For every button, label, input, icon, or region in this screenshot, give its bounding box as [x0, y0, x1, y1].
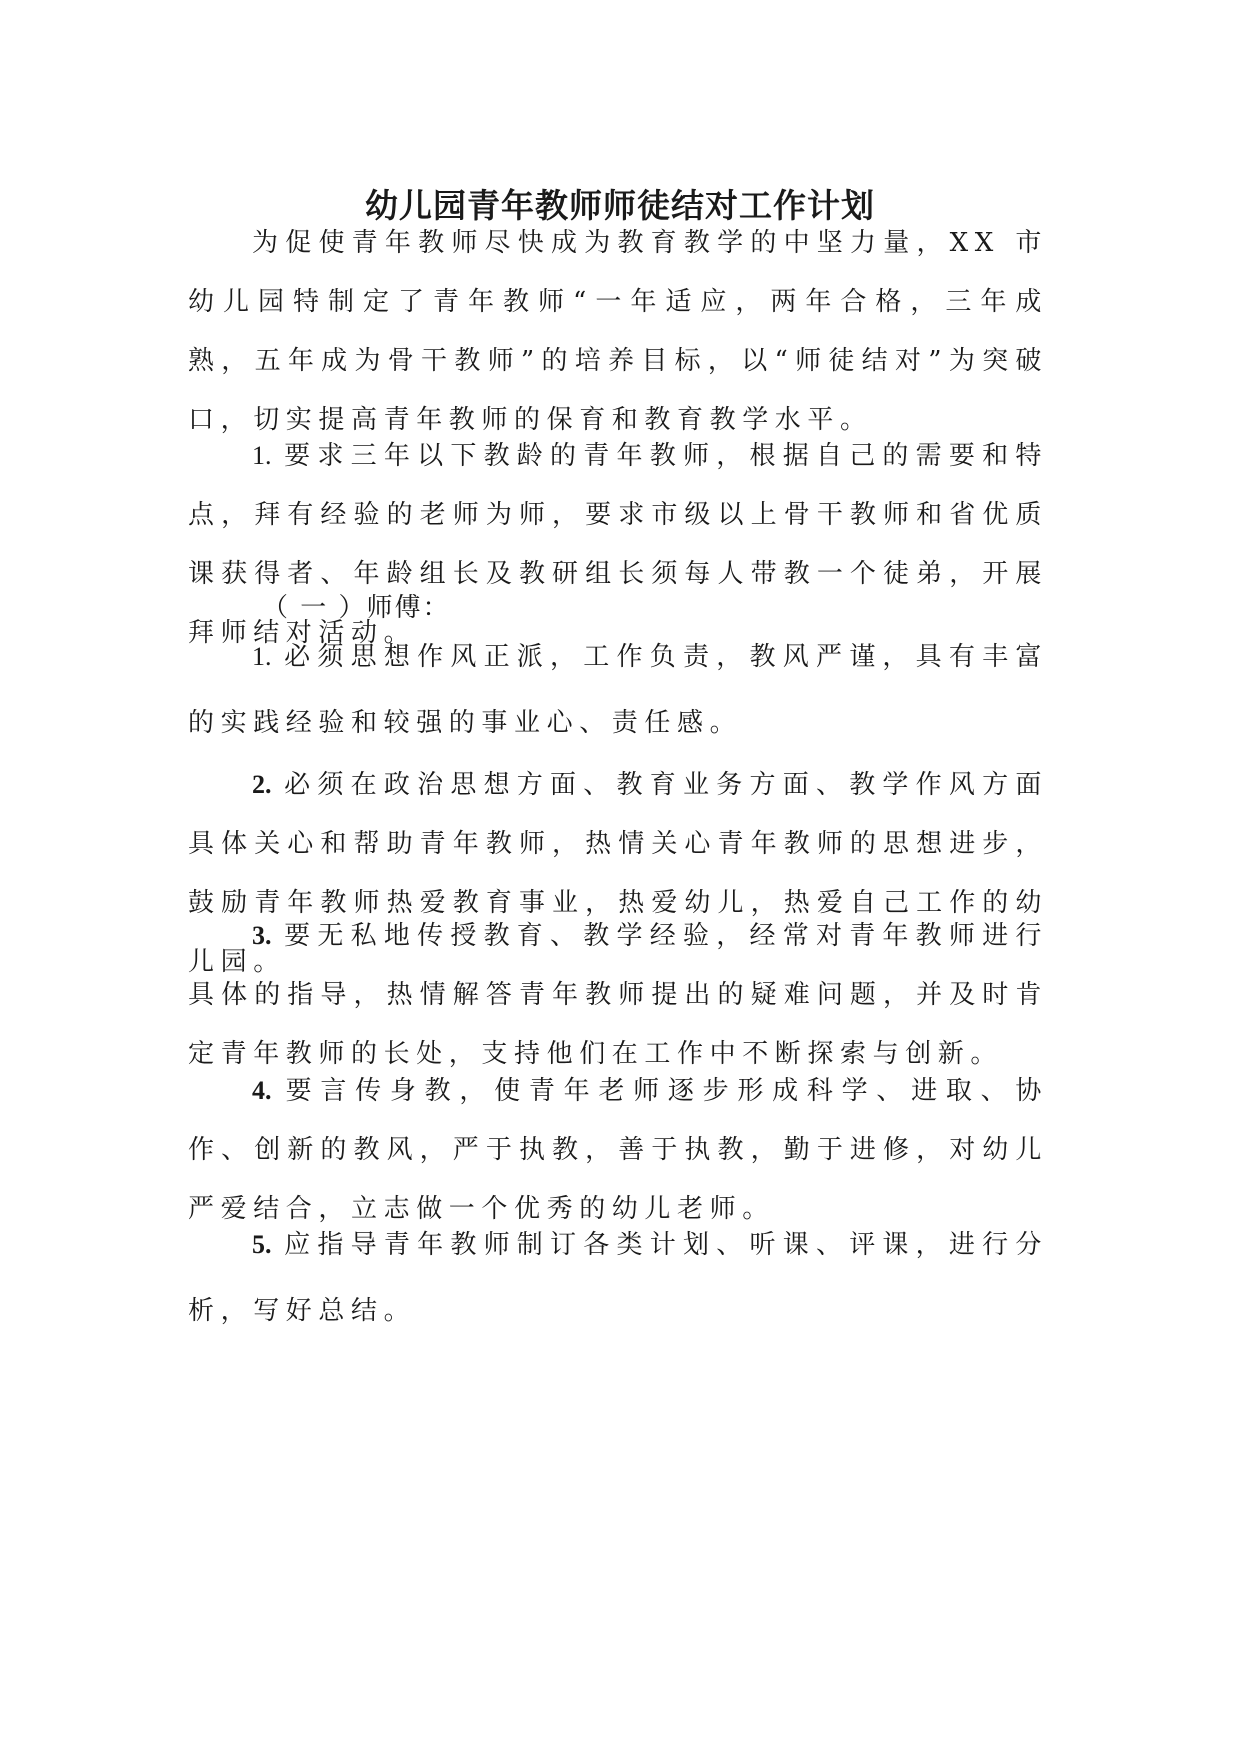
section-1-number: 1. [252, 441, 272, 470]
item-1-text: 必须思想作风正派，工作负责，教风严谨，具有丰富的实践经验和较强的事业心、责任感。 [188, 642, 1048, 738]
item-1-paragraph [188, 624, 1048, 756]
subheading-mentor: （ 一 ）师傅： [262, 593, 451, 623]
item-3-number: 3. [252, 921, 272, 950]
section-1-text: 要求三年以下教龄的青年教师，根据自己的需要和特点，拜有经验的老师为师，要求市级以上骨干教师和省优质课获得者、年龄组长及教研组长须每人带教一个徒弟，开展拜师结对活动。 [188, 441, 1048, 648]
item-5-text: 应指导青年教师制订各类计划、听课、评课，进行分析，写好总结。 [188, 1230, 1048, 1326]
item-3-text: 要无私地传授教育、教学经验，经常对青年教师进行具体的指导，热情解答青年教师提出的疑难问题，并及时肯定青年教师的长处，支持他们在工作中不断探索与创新。 [188, 921, 1048, 1069]
document-title: 幼儿园青年教师师徒结对工作计划 [365, 186, 875, 225]
item-4-text: 要言传身教，使青年老师逐步形成科学、进取、协作、创新的教风，严于执教，善于执教，勤于进修，对幼儿严爱结合，立志做一个优秀的幼儿老师。 [188, 1076, 1048, 1224]
item-4-number: 4. [252, 1076, 272, 1105]
item-1-number: 1. [252, 642, 272, 671]
item-2-text: 必须在政治思想方面、教育业务方面、教学作风方面具体关心和帮助青年教师，热情关心青年教师的思想进步，鼓励青年教师热爱教育事业，热爱幼儿，热爱自己工作的幼儿园。 [188, 770, 1048, 977]
item-3-paragraph [188, 906, 1048, 1084]
intro-paragraph: 为促使青年教师尽快成为教育教学的中坚力量，XX 市幼儿园特制定了青年教师“一年适应，两年合格，三年成熟，五年成为骨干教师”的培养目标，以“师徒结对”为突破口，切实提高青年教师的保育和教育教学水平。 [188, 228, 1048, 435]
item-5-number: 5. [252, 1230, 272, 1259]
item-2-number: 2. [252, 770, 272, 799]
item-5-paragraph [188, 1212, 1048, 1344]
